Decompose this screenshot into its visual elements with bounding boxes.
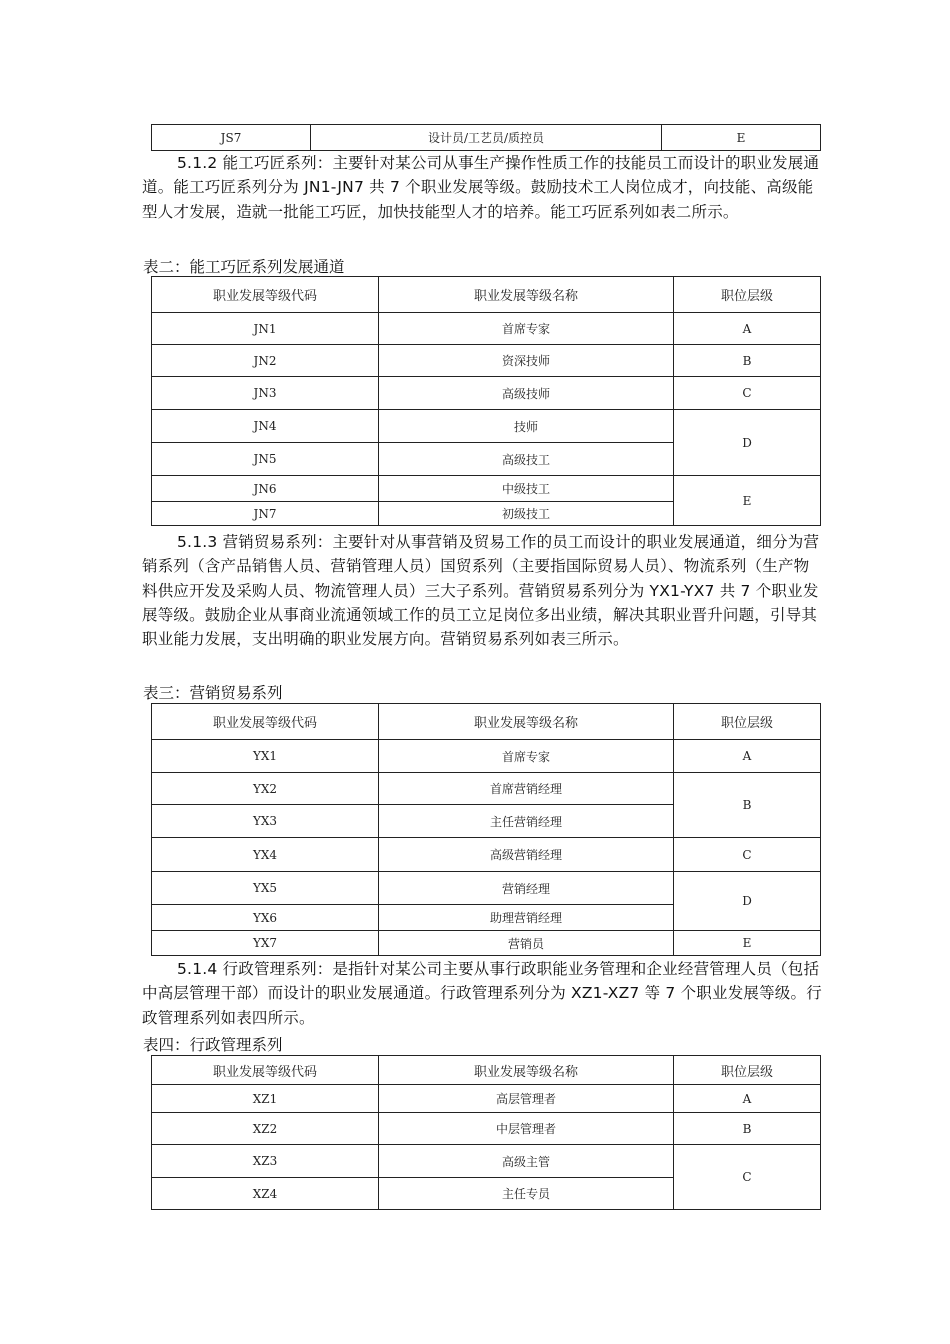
table-three xyxy=(151,703,821,956)
table-four xyxy=(151,1055,821,1210)
code-cell: JN1 xyxy=(152,313,379,345)
code-cell: JN7 xyxy=(152,502,379,526)
level-cell: C xyxy=(674,838,821,872)
header-name: 职业发展等级名称 xyxy=(379,704,674,740)
code-cell: XZ4 xyxy=(152,1178,379,1210)
header-name: 职业发展等级名称 xyxy=(379,277,674,313)
name-cell: 主任专员 xyxy=(379,1178,674,1210)
header-name: 职业发展等级名称 xyxy=(379,1056,674,1085)
table-row xyxy=(152,1113,821,1145)
header-code: 职业发展等级代码 xyxy=(152,704,379,740)
code-cell: YX4 xyxy=(152,838,379,872)
table-row xyxy=(152,872,821,905)
name-cell: 资深技师 xyxy=(379,345,674,377)
level-cell: B xyxy=(674,773,821,838)
table-row xyxy=(152,740,821,773)
level-cell: D xyxy=(674,410,821,476)
table-row xyxy=(152,125,821,151)
table-row xyxy=(152,410,821,443)
level-cell: A xyxy=(674,1085,821,1113)
header-code: 职业发展等级代码 xyxy=(152,1056,379,1085)
level-cell: E xyxy=(674,476,821,526)
code-cell: YX3 xyxy=(152,805,379,838)
name-cell: 首席专家 xyxy=(379,313,674,345)
code-cell: XZ3 xyxy=(152,1145,379,1178)
level-name-cell: 设计员/工艺员/质控员 xyxy=(311,125,662,151)
header-level: 职位层级 xyxy=(674,277,821,313)
name-cell: 中层管理者 xyxy=(379,1113,674,1145)
name-cell: 技师 xyxy=(379,410,674,443)
code-cell: YX7 xyxy=(152,931,379,956)
header-level: 职位层级 xyxy=(674,1056,821,1085)
table-row xyxy=(152,377,821,410)
level-code-cell: JS7 xyxy=(152,125,311,151)
name-cell: 助理营销经理 xyxy=(379,905,674,931)
table-row xyxy=(152,1145,821,1178)
level-cell: D xyxy=(674,872,821,931)
table-row xyxy=(152,476,821,502)
name-cell: 高级营销经理 xyxy=(379,838,674,872)
name-cell: 中级技工 xyxy=(379,476,674,502)
table-row xyxy=(152,345,821,377)
code-cell: JN2 xyxy=(152,345,379,377)
name-cell: 营销员 xyxy=(379,931,674,956)
name-cell: 高级技师 xyxy=(379,377,674,410)
name-cell: 高级主管 xyxy=(379,1145,674,1178)
name-cell: 高级技工 xyxy=(379,443,674,476)
table-header-row xyxy=(152,1056,821,1085)
code-cell: JN3 xyxy=(152,377,379,410)
header-level: 职位层级 xyxy=(674,704,821,740)
table-four-caption: 表四：行政管理系列 xyxy=(143,1036,283,1054)
header-code: 职业发展等级代码 xyxy=(152,277,379,313)
code-cell: JN5 xyxy=(152,443,379,476)
position-level-cell: E xyxy=(662,125,821,151)
level-cell: E xyxy=(674,931,821,956)
table-row xyxy=(152,313,821,345)
code-cell: XZ1 xyxy=(152,1085,379,1113)
table-two-caption: 表二：能工巧匠系列发展通道 xyxy=(143,258,345,276)
level-cell: A xyxy=(674,313,821,345)
code-cell: YX1 xyxy=(152,740,379,773)
name-cell: 首席营销经理 xyxy=(379,773,674,805)
table-row xyxy=(152,1085,821,1113)
table-header-row xyxy=(152,277,821,313)
name-cell: 首席专家 xyxy=(379,740,674,773)
code-cell: XZ2 xyxy=(152,1113,379,1145)
table-row xyxy=(152,931,821,956)
level-cell: C xyxy=(674,1145,821,1210)
code-cell: YX5 xyxy=(152,872,379,905)
code-cell: JN6 xyxy=(152,476,379,502)
name-cell: 高层管理者 xyxy=(379,1085,674,1113)
section-5-1-3-paragraph: 5.1.3 营销贸易系列：主要针对从事营销及贸易工作的员工而设计的职业发展通道，细分为营销系列（含产品销售人员、营销管理人员）国贸系列（主要指国际贸易人员）、物流系列（生产物料供应开发及采购人员、物流管理人员）三大子系列。营销贸易系列分为 YX1-YX7 共 7 个职业发展等级。鼓励企业从事商业流通领域工作的员工立足岗位多出业绩，解决其职业晋升问题，引导其职业能力发展，支出明确的职业发展方向。营销贸易系列如表三所示。 xyxy=(142,533,820,649)
code-cell: YX2 xyxy=(152,773,379,805)
code-cell: YX6 xyxy=(152,905,379,931)
name-cell: 主任营销经理 xyxy=(379,805,674,838)
name-cell: 初级技工 xyxy=(379,502,674,526)
name-cell: 营销经理 xyxy=(379,872,674,905)
level-cell: B xyxy=(674,1113,821,1145)
code-cell: JN4 xyxy=(152,410,379,443)
table-one-continuation xyxy=(151,124,821,151)
table-row xyxy=(152,773,821,805)
section-5-1-4-paragraph: 5.1.4 行政管理系列：是指针对某公司主要从事行政职能业务管理和企业经营管理人员（包括中高层管理干部）而设计的职业发展通道。行政管理系列分为 XZ1-XZ7 等 7 个职业发展等级。行政管理系列如表四所示。 xyxy=(142,960,822,1027)
level-cell: B xyxy=(674,345,821,377)
level-cell: A xyxy=(674,740,821,773)
table-two xyxy=(151,276,821,526)
table-three-caption: 表三：营销贸易系列 xyxy=(143,684,283,702)
section-5-1-2-paragraph: 5.1.2 能工巧匠系列：主要针对某公司从事生产操作性质工作的技能员工而设计的职业发展通道。能工巧匠系列分为 JN1-JN7 共 7 个职业发展等级。鼓励技术工人岗位成才，向技能、高级能型人才发展，造就一批能工巧匠，加快技能型人才的培养。能工巧匠系列如表二所示。 xyxy=(142,154,820,221)
table-header-row xyxy=(152,704,821,740)
table-row xyxy=(152,838,821,872)
level-cell: C xyxy=(674,377,821,410)
